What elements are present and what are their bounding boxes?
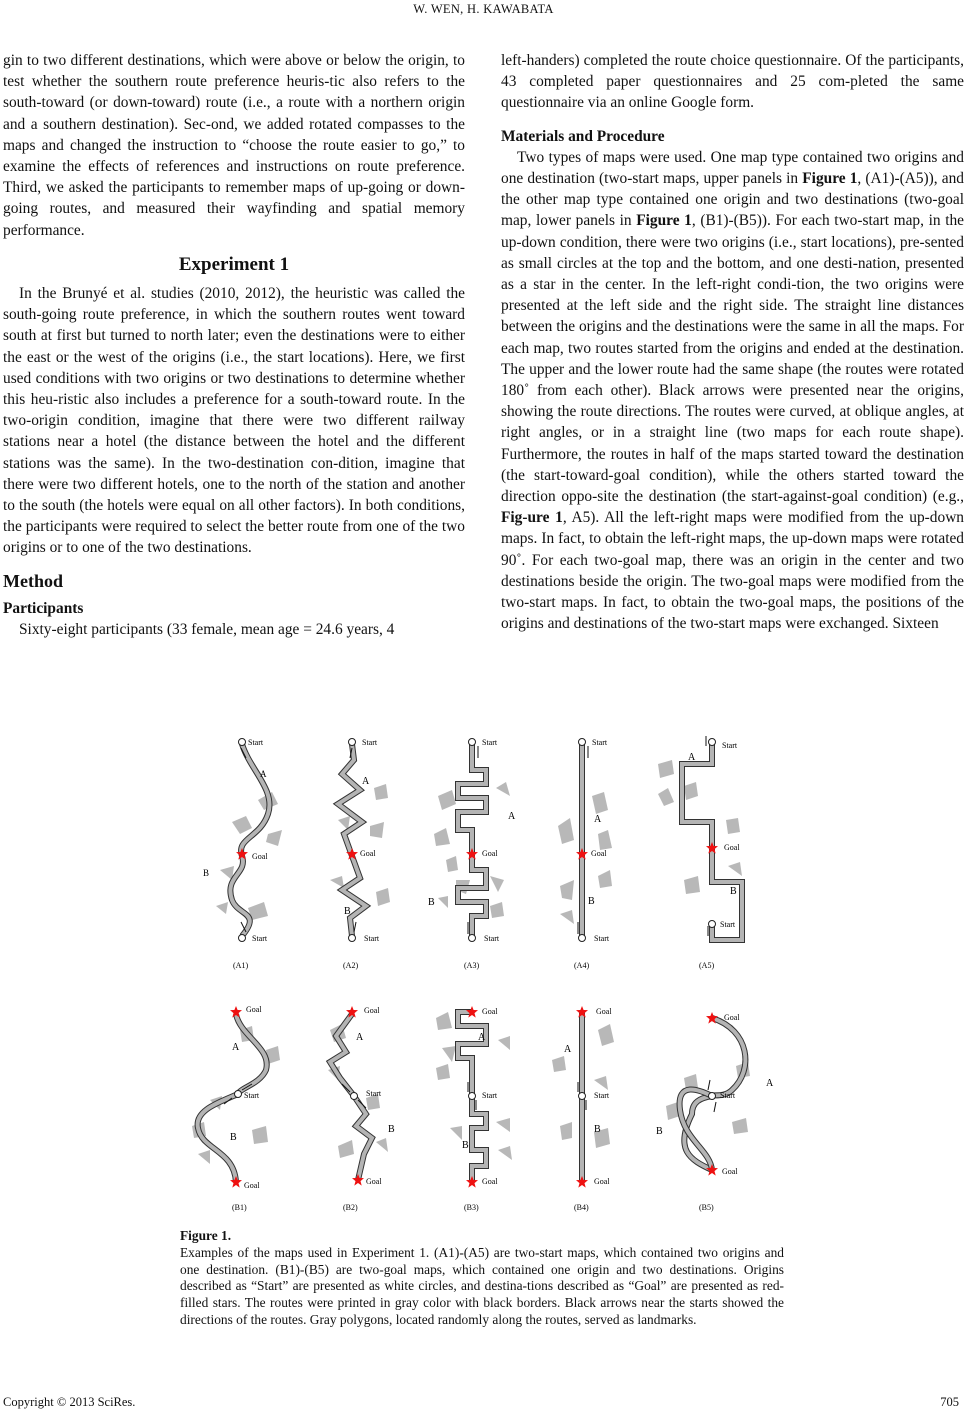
route-a-label: A bbox=[362, 776, 370, 787]
goal-label: Goal bbox=[724, 843, 740, 852]
goal-label: Goal bbox=[482, 1177, 498, 1186]
goal-label: Goal bbox=[722, 1167, 738, 1176]
experiment-heading: Experiment 1 bbox=[178, 253, 290, 275]
panel-label: (B4) bbox=[574, 1203, 589, 1212]
figure-caption bbox=[180, 1228, 784, 1329]
start-label: Start bbox=[364, 934, 380, 943]
map-a1 bbox=[203, 738, 282, 970]
start-label: Start bbox=[362, 738, 378, 747]
panel-label: (A4) bbox=[574, 961, 590, 970]
goal-label: Goal bbox=[724, 1013, 740, 1022]
figure-reference: Figure 1 bbox=[636, 212, 692, 230]
materials-text-a: Two types of maps were used. One map type contained two origins and one destination (two-start maps, upper panels in bbox=[501, 148, 964, 188]
route-b-label: B bbox=[594, 1124, 601, 1135]
route-a-label: A bbox=[688, 752, 696, 763]
route-b-label: B bbox=[344, 906, 351, 917]
goal-label: Goal bbox=[594, 1177, 610, 1186]
caption-title: Figure 1. bbox=[180, 1228, 232, 1243]
map-b5 bbox=[656, 1012, 774, 1212]
route-a-label: A bbox=[478, 1032, 486, 1043]
start-label: Start bbox=[366, 1089, 382, 1098]
goal-label: Goal bbox=[244, 1181, 260, 1190]
panel-label: (B1) bbox=[232, 1203, 247, 1212]
map-b4 bbox=[552, 1006, 614, 1212]
route-b-label: B bbox=[230, 1132, 237, 1143]
panel-label: (A2) bbox=[343, 961, 359, 970]
panel-label: (B5) bbox=[699, 1203, 714, 1212]
running-head: W. WEN, H. KAWABATA bbox=[413, 2, 554, 16]
panel-label: (A5) bbox=[699, 961, 715, 970]
route-a-label: A bbox=[564, 1044, 572, 1055]
continuation-paragraph: left-handers) completed the route choice questionnaire. Of the participants, 43 completed paper questionnaires and 25 com-pleted the same questionnaire via an online Google form. bbox=[501, 52, 964, 112]
materials-text-d: , A5). All the left-right maps were modified from the up-down maps. In fact, to obtain the left-right maps, the up-down maps were rotated 90˚. For each two-goal map, there was an origin in the center and two destinations beside the origin. The two-goal maps were modified from the two-start maps. In fact, to obtain the two-goal maps, the positions of the origins and destinations of the two-start maps were exchanged. Sixteen bbox=[501, 509, 965, 633]
start-label: Start bbox=[592, 738, 608, 747]
map-a2 bbox=[330, 738, 390, 970]
route-a-label: A bbox=[766, 1078, 774, 1089]
figure-reference: Fig-ure 1 bbox=[501, 509, 563, 527]
panel-label: (B3) bbox=[464, 1203, 479, 1212]
right-column bbox=[501, 50, 964, 634]
map-a4 bbox=[558, 738, 612, 970]
route-a-label: A bbox=[260, 769, 267, 779]
goal-label: Goal bbox=[246, 1005, 262, 1014]
map-b3 bbox=[436, 1006, 512, 1212]
start-label: Start bbox=[722, 741, 738, 750]
start-label: Start bbox=[594, 1091, 610, 1100]
method-heading: Method bbox=[3, 570, 63, 591]
start-label: Start bbox=[248, 738, 264, 747]
experiment-paragraph: In the Brunyé et al. studies (2010, 2012), the heuristic was called the south-going route preference, in which the southern routes went toward south at first but turned to north later; even the destinations were to either the east or the west of the origins (i.e., the start locations). Here, we first used conditions with two origins or two destinations to determine whether this heu-ristic also includes a preference for a south-toward route. In the two-origin condition, imagine that there were two different railway stations near a hotel (the distance between the hotel and the different stations was the same). In the two-destination con-dition, imagine that there were two different hotels, one to the north of the station and another to the south (the hotels were equal on all other factors). In both conditions, the participants were required to select the better route from one of the two origins or to one of the two destinations. bbox=[3, 285, 465, 557]
materials-heading: Materials and Procedure bbox=[501, 127, 665, 145]
caption-text: Examples of the maps used in Experiment 1. (A1)-(A5) are two-start maps, which contained two origins and one destination. (B1)-(B5) are two-goal maps, which contained one origin and two destinations. Origins described as “Start” are presented as white circles, and destina-tions described as “Goal” are presented as red-filled stars. The routes were printed in gray color with black borders. Black arrows near the starts showed the directions of the routes. Gray polygons, located randomly along the routes, served as landmarks. bbox=[180, 1244, 784, 1327]
route-b-label: B bbox=[588, 896, 595, 907]
goal-label: Goal bbox=[364, 1006, 380, 1015]
goal-label: Goal bbox=[596, 1007, 612, 1016]
route-b-label: B bbox=[428, 897, 435, 908]
goal-label: Goal bbox=[482, 849, 498, 858]
goal-label: Goal bbox=[591, 849, 607, 858]
panel-label: (A1) bbox=[233, 961, 249, 970]
start-label: Start bbox=[482, 1091, 498, 1100]
intro-paragraph: gin to two different destinations, which were above or below the origin, to test whether the southern route preference heuris-tic also refers to the south-toward (or down-toward) route (i.e., a route with a northern origin and a southern destination). Sec-ond, we added rotated compasses to the maps and changed the instruction to “choose the route easier to go,” to examine the effects of references and instructions on route preference. Third, we asked the participants to remember maps of up-going or down-going routes, and measured their wayfinding and spatial memory performance. bbox=[3, 52, 465, 239]
map-b2 bbox=[328, 1006, 395, 1212]
goal-label: Goal bbox=[252, 852, 268, 861]
materials-text-b: , (A1)-(A5)), and the other map type contained one origin and two destinations (two-goal map, lower panels in bbox=[501, 170, 964, 230]
copyright-footer: Copyright © 2013 SciRes. bbox=[3, 1395, 136, 1409]
route-a-label: A bbox=[356, 1032, 364, 1043]
materials-paragraph bbox=[501, 147, 964, 635]
start-label: Start bbox=[484, 934, 500, 943]
goal-label: Goal bbox=[482, 1007, 498, 1016]
materials-text-c: , (B1)-(B5)). For each two-start map, in the up-down condition, there were two origins (i.e., start locations), pre-sented as small circles at the top and the bottom, and one desti-nation, presented as a star in the center. In the left-right condi-tion, the two origins were presented at the left side and the right side. The straight line distances between the origins and the destinations were the same in all the maps. For each map, two routes started from the origins and ended at the destination. The upper and the lower route had the same shape (the routes were rotated 180˚ from each other). Black arrows were presented near the origins, showing the route directions. The routes were curved, at oblique angles, at right angles, or in a straight line (two maps for each route shape). Furthermore, the routes in half of the maps started toward the destination (the start-toward-goal condition), while the others started toward the direction oppo-site the destination (the start-against-goal condition) (e.g., bbox=[501, 212, 965, 506]
route-b-label: B bbox=[656, 1126, 663, 1137]
route-a-label: A bbox=[232, 1042, 240, 1053]
panel-label: (B2) bbox=[343, 1203, 358, 1212]
start-label: Start bbox=[594, 934, 610, 943]
left-column bbox=[3, 50, 465, 640]
figure-1-maps bbox=[180, 730, 784, 1220]
figure-reference: Figure 1 bbox=[802, 170, 858, 188]
route-b-label: B bbox=[388, 1124, 395, 1135]
panel-label: (A3) bbox=[464, 961, 480, 970]
page-number: 705 bbox=[940, 1395, 959, 1409]
route-a-label: A bbox=[508, 811, 516, 822]
route-a-label: A bbox=[594, 814, 602, 825]
figure-1 bbox=[180, 730, 784, 1220]
route-b-label: B bbox=[462, 1140, 469, 1151]
map-a3 bbox=[428, 738, 516, 970]
participants-paragraph: Sixty-eight participants (33 female, mean age = 24.6 years, 4 bbox=[19, 621, 395, 639]
route-b-label: B bbox=[730, 886, 737, 897]
start-label: Start bbox=[720, 1091, 736, 1100]
start-label: Start bbox=[244, 1091, 260, 1100]
start-label: Start bbox=[252, 934, 268, 943]
participants-heading: Participants bbox=[3, 599, 84, 617]
goal-label: Goal bbox=[366, 1177, 382, 1186]
map-b1 bbox=[192, 1005, 280, 1212]
start-label: Start bbox=[482, 738, 498, 747]
start-label: Start bbox=[720, 920, 736, 929]
route-b-label: B bbox=[203, 868, 210, 878]
map-a5 bbox=[658, 736, 742, 970]
goal-label: Goal bbox=[360, 849, 376, 858]
